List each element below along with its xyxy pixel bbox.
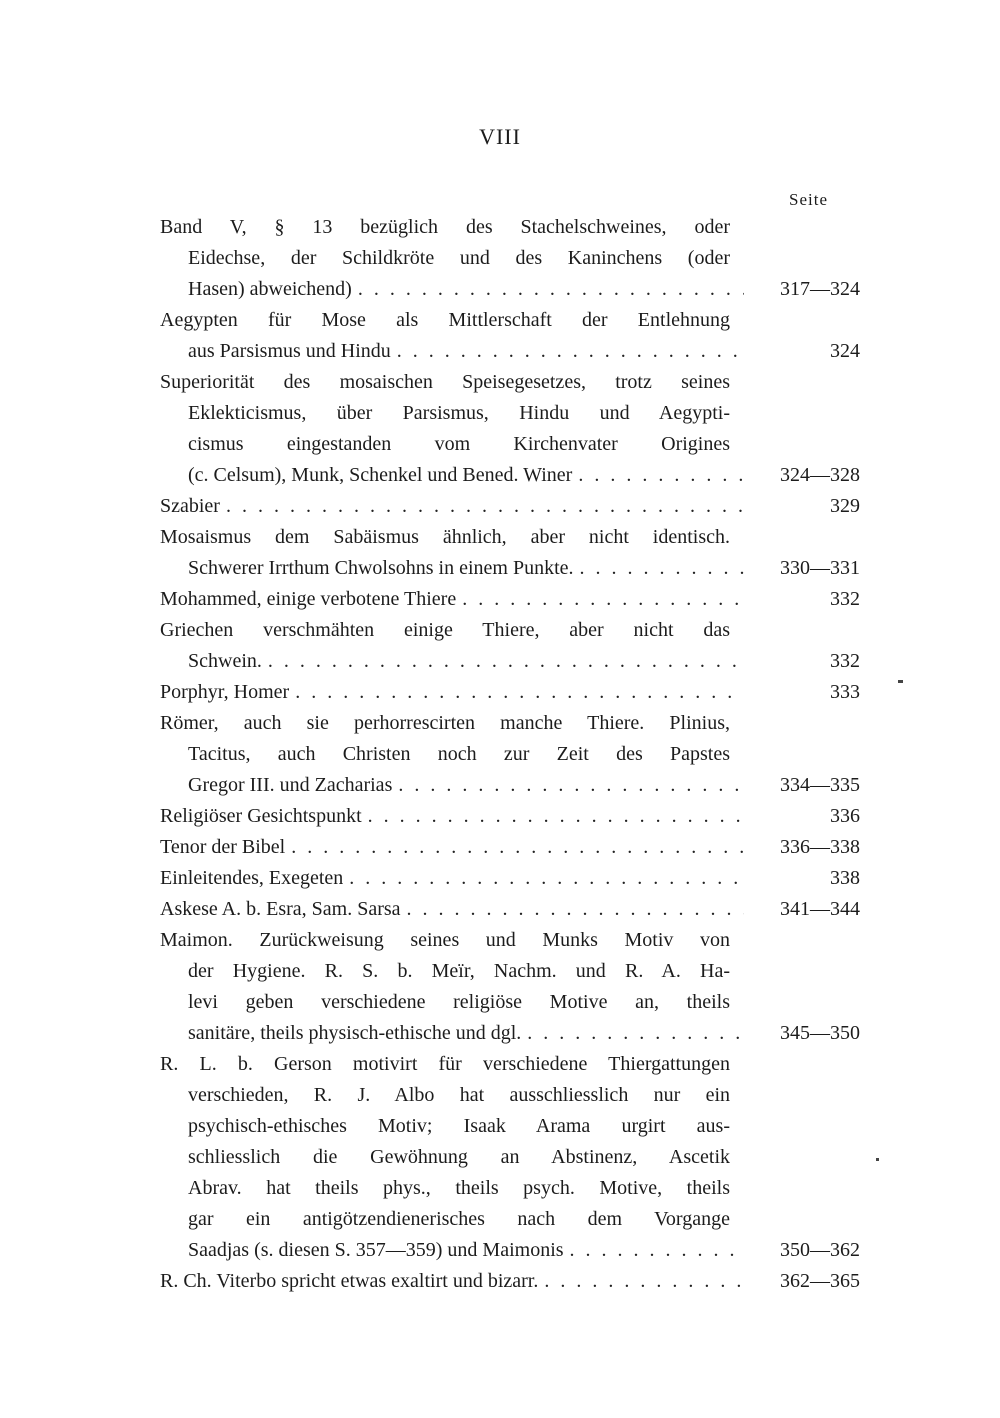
toc-entry-pages: 334—335 (780, 774, 860, 796)
toc-entry-text: Maimon. Zurückweisung seines und Munks Motiv von (160, 929, 730, 951)
toc-entry (160, 584, 860, 615)
toc-entry-text: Tacitus, auch Christen noch zur Zeit des Papstes (188, 743, 730, 765)
toc-entry-text: Aegypten für Mose als Mittlerschaft der Entlehnung (160, 309, 730, 331)
toc-entry-last-line (160, 274, 860, 305)
toc-entry-line (160, 1204, 860, 1235)
toc-entry-text: verschieden, R. J. Albo hat ausschliesslich nur ein (188, 1084, 730, 1106)
toc-entry-last-line (160, 1266, 860, 1297)
toc-entry-pages: 345—350 (780, 1022, 860, 1044)
toc-entry-pages: 329 (830, 495, 860, 517)
toc-entry (160, 925, 860, 1049)
dot-leader (574, 553, 745, 584)
dot-leader (343, 863, 744, 894)
toc-entry-line (160, 212, 860, 243)
toc-entry-pages: 362—365 (780, 1270, 860, 1292)
toc-entry-text: Abrav. hat theils phys., theils psych. Motive, theils (188, 1177, 730, 1199)
toc-entry (160, 832, 860, 863)
scan-speck (898, 680, 903, 683)
toc-entry-pages: 336 (830, 805, 860, 827)
toc-entry-text: R. L. b. Gerson motivirt für verschiedene Thiergattungen (160, 1053, 730, 1075)
toc-entry-pages: 332 (830, 588, 860, 610)
toc-entry (160, 615, 860, 677)
toc-entry-last-line (160, 584, 860, 615)
toc-entry-text: Askese A. b. Esra, Sam. Sarsa (160, 898, 401, 920)
toc-entry-text: Gregor III. und Zacharias (188, 774, 393, 796)
dot-leader (521, 1018, 744, 1049)
toc-entry-line (160, 367, 860, 398)
toc-entry-line (160, 1142, 860, 1173)
toc-entry (160, 801, 860, 832)
dot-leader (285, 832, 744, 863)
toc-entry-text: R. Ch. Viterbo spricht etwas exaltirt und bizarr. (160, 1270, 539, 1292)
toc-entry (160, 305, 860, 367)
toc-entry-last-line (160, 832, 860, 863)
toc-entry-line (160, 739, 860, 770)
toc-entry-line (160, 1111, 860, 1142)
toc-entry-text: Tenor der Bibel (160, 836, 286, 858)
toc-entry-text: Schwein. (188, 650, 262, 672)
toc-entry-text: Griechen verschmähten einige Thiere, aber nicht das (160, 619, 730, 641)
dot-leader (262, 646, 744, 677)
dot-leader (220, 491, 744, 522)
dot-leader (564, 1235, 744, 1266)
toc-entry-pages: 350—362 (780, 1239, 860, 1261)
toc-entry-text: Superiorität des mosaischen Speisegesetzes, trotz seines (160, 371, 730, 393)
toc-entry-last-line (160, 894, 860, 925)
toc-entry-text: Mohammed, einige verbotene Thiere (160, 588, 457, 610)
dot-leader (391, 336, 744, 367)
toc-entry (160, 863, 860, 894)
toc-entry-text: (c. Celsum), Munk, Schenkel und Bened. Winer (188, 464, 573, 486)
toc-entry-text: Religiöser Gesichtspunkt (160, 805, 362, 827)
toc-entry-text: gar ein antigötzendienerisches nach dem Vorgange (188, 1208, 730, 1230)
toc-entry (160, 1266, 860, 1297)
toc-entry-pages: 332 (830, 650, 860, 672)
dot-leader (456, 584, 744, 615)
toc-entry (160, 1049, 860, 1266)
toc-entry-pages: 317—324 (780, 278, 860, 300)
toc-entry-line (160, 987, 860, 1018)
dot-leader (362, 801, 744, 832)
toc-entry (160, 367, 860, 491)
toc-entry (160, 522, 860, 584)
toc-entry-text: Schwerer Irrthum Chwolsohns in einem Punkte. (188, 557, 574, 579)
toc-entry-text: levi geben verschiedene religiöse Motive an, theils (188, 991, 730, 1013)
toc-entry-text: Eidechse, der Schildkröte und des Kaninchens (oder (188, 247, 730, 269)
toc-entry-pages: 324 (830, 340, 860, 362)
toc-entry-line (160, 243, 860, 274)
toc-entry-last-line (160, 863, 860, 894)
toc-entry-text: Saadjas (s. diesen S. 357—359) und Maimonis (188, 1239, 564, 1261)
toc-entry-last-line (160, 460, 860, 491)
toc-entry-text: aus Parsismus und Hindu (188, 340, 391, 362)
dot-leader (289, 677, 744, 708)
toc-entry-text: Einleitendes, Exegeten (160, 867, 344, 889)
dot-leader (572, 460, 744, 491)
toc-entry (160, 491, 860, 522)
toc-entry-text: schliesslich die Gewöhnung an Abstinenz, Ascetik (188, 1146, 730, 1168)
toc-entry-pages: 324—328 (780, 464, 860, 486)
toc-entry-pages: 330—331 (780, 557, 860, 579)
toc-entry (160, 212, 860, 305)
toc-entry-text: psychisch-ethisches Motiv; Isaak Arama urgirt aus- (188, 1115, 730, 1137)
page-number: VIII (479, 124, 521, 149)
toc-entry-line (160, 305, 860, 336)
toc-entry (160, 677, 860, 708)
toc-entry-last-line (160, 801, 860, 832)
toc-entry-pages: 333 (830, 681, 860, 703)
toc-entry-pages: 341—344 (780, 898, 860, 920)
toc-entry-text: Hasen) abweichend) (188, 278, 352, 300)
toc-entry-text: Römer, auch sie perhorrescirten manche Thiere. Plinius, (160, 712, 730, 734)
toc-entry-last-line (160, 677, 860, 708)
toc-entry-pages: 336—338 (780, 836, 860, 858)
toc-entry (160, 894, 860, 925)
toc-entry-line (160, 398, 860, 429)
table-of-contents (160, 212, 860, 1297)
toc-entry-line (160, 1049, 860, 1080)
scan-speck (876, 1158, 879, 1161)
toc-entry-text: cismus eingestanden vom Kirchenvater Origines (188, 433, 730, 455)
toc-entry-last-line (160, 1018, 860, 1049)
toc-entry-text: Szabier (160, 495, 220, 517)
toc-entry-text: Porphyr, Homer (160, 681, 290, 703)
toc-entry-text: Eklekticismus, über Parsismus, Hindu und Aegypti- (188, 402, 730, 424)
dot-leader (392, 770, 744, 801)
dot-leader (401, 894, 744, 925)
dot-leader (352, 274, 744, 305)
toc-entry-last-line (160, 336, 860, 367)
toc-entry-text: sanitäre, theils physisch-ethische und dgl. (188, 1022, 522, 1044)
toc-entry-last-line (160, 553, 860, 584)
toc-entry-line (160, 708, 860, 739)
toc-entry-line (160, 522, 860, 553)
toc-entry-last-line (160, 491, 860, 522)
toc-entry-text: Mosaismus dem Sabäismus ähnlich, aber nicht identisch. (160, 526, 730, 548)
toc-entry-line (160, 615, 860, 646)
toc-entry (160, 708, 860, 801)
toc-entry-pages: 338 (830, 867, 860, 889)
toc-entry-last-line (160, 646, 860, 677)
toc-entry-line (160, 1080, 860, 1111)
toc-entry-line (160, 429, 860, 460)
toc-entry-line (160, 925, 860, 956)
toc-entry-text: der Hygiene. R. S. b. Meïr, Nachm. und R. A. Ha- (188, 960, 730, 982)
seite-column-label: Seite (789, 190, 828, 209)
toc-entry-line (160, 1173, 860, 1204)
toc-entry-last-line (160, 1235, 860, 1266)
toc-entry-line (160, 956, 860, 987)
toc-entry-text: Band V, § 13 bezüglich des Stachelschweines, oder (160, 216, 730, 238)
toc-entry-last-line (160, 770, 860, 801)
dot-leader (538, 1266, 744, 1297)
